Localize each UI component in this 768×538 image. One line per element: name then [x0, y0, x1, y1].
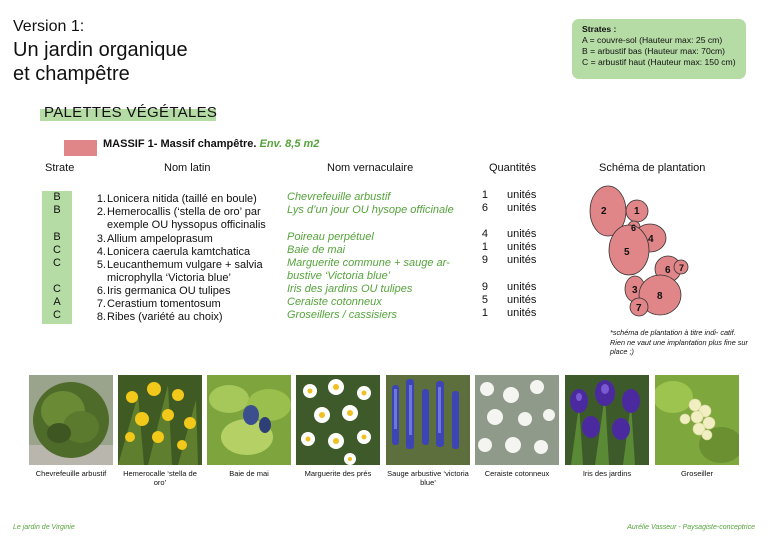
- footer-left: Le jardin de Virginie: [13, 524, 75, 531]
- photo-chevrefeuille: [29, 375, 113, 465]
- strates-legend: [572, 19, 746, 79]
- strate-letter: C: [53, 257, 61, 269]
- photo-caption: Hemerocalle ‘stella de oro’: [123, 469, 197, 487]
- schema-label: 6: [665, 265, 671, 276]
- strate-letter: B: [53, 204, 61, 216]
- latin-name: exemple OU hyssopus officinalis: [107, 219, 266, 231]
- schema-label: 3: [632, 285, 638, 296]
- vernacular-name: Chevrefeuille arbustif: [287, 191, 391, 203]
- schema-label: 8: [657, 291, 663, 302]
- list-number: 4.: [96, 246, 106, 258]
- quantity-value: 1: [481, 307, 488, 319]
- quantity-unit: unités: [507, 228, 537, 240]
- photo-caption: Chevrefeuille arbustif: [35, 469, 107, 478]
- schema-label: 1: [634, 206, 640, 217]
- column-header-latin: Nom latin: [164, 162, 211, 174]
- schema-label: 4: [648, 234, 654, 245]
- column-header-vernacular: Nom vernaculaire: [327, 162, 414, 174]
- latin-name: Lonicera caerula kamtchatica: [107, 246, 251, 258]
- latin-name: Hemerocallis (‘stella de oro’ par: [107, 206, 261, 218]
- vernacular-name: bustive ‘Victoria blue’: [287, 270, 391, 282]
- photo-baie-de-mai: [207, 375, 291, 465]
- strates-legend-line: A = couvre-sol (Hauteur max: 25 cm): [582, 35, 723, 45]
- vernacular-name: Poireau perpétuel: [287, 231, 374, 243]
- quantity-value: 4: [481, 228, 488, 240]
- massif-surface: Env. 8,5 m2: [259, 138, 320, 150]
- column-header-strate: Strate: [45, 162, 75, 174]
- strate-letter: C: [53, 283, 61, 295]
- strate-column: [42, 191, 72, 324]
- column-header-quantity: Quantités: [489, 162, 537, 174]
- schema-label: 7: [679, 263, 685, 273]
- photo-iris: [565, 375, 649, 465]
- photo-caption: Groseiller: [680, 469, 714, 478]
- schema-note: *schéma de plantation à titre indi- catif. Rien ne vaut une implantation plus fine sur place ;): [610, 328, 748, 356]
- photo-sauge: [386, 375, 470, 465]
- list-number: 7.: [96, 298, 106, 310]
- page-title: [13, 38, 188, 86]
- strates-legend-line: B = arbustif bas (Hauteur max: 70cm): [582, 46, 726, 56]
- strate-letter: B: [53, 191, 61, 203]
- section-title: PALETTES VÉGÉTALES: [44, 104, 218, 121]
- quantity-value: 6: [481, 202, 488, 214]
- photo-hemerocalle: [118, 375, 202, 465]
- quantity-value: 9: [481, 281, 488, 293]
- latin-name: Ribes (variété au choix): [107, 311, 223, 323]
- page-title-line-1: Un jardin organique: [13, 39, 188, 61]
- strates-legend-line: C = arbustif haut (Hauteur max: 150 cm): [582, 57, 736, 67]
- latin-name: Cerastium tomentosum: [107, 298, 221, 310]
- latin-name: microphylla ‘Victoria blue’: [107, 272, 231, 284]
- latin-name: Leucanthemum vulgare + salvia: [107, 259, 263, 271]
- list-number: 3.: [96, 233, 106, 245]
- list-number: 6.: [96, 285, 106, 297]
- vernacular-name: Groseillers / cassisiers: [287, 309, 398, 321]
- quantity-unit: unités: [507, 294, 537, 306]
- list-number: 2.: [96, 206, 106, 218]
- massif-name: MASSIF 1- Massif champêtre.: [103, 138, 257, 150]
- quantity-value: 1: [481, 189, 488, 201]
- vernacular-name: Baie de mai: [287, 244, 346, 256]
- quantity-unit: unités: [507, 189, 537, 201]
- footer-right: Aurélie Vasseur - Paysagiste-conceptrice: [627, 524, 755, 531]
- latin-name: Lonicera nitida (taillé en boule): [107, 193, 257, 205]
- latin-name: Iris germanica OU tulipes: [107, 285, 231, 297]
- strate-letter: C: [53, 309, 61, 321]
- latin-name: Allium ampeloprasum: [107, 233, 213, 245]
- list-number: 5.: [96, 259, 106, 271]
- photo-caption: Ceraiste cotonneux: [484, 469, 550, 478]
- strate-letter: A: [53, 296, 61, 308]
- planting-schema: [588, 183, 698, 323]
- schema-label: 2: [601, 206, 607, 217]
- quantity-unit: unités: [507, 241, 537, 253]
- schema-label: 5: [624, 247, 630, 258]
- photo-ceraiste: [475, 375, 559, 465]
- schema-label: 6: [631, 223, 637, 233]
- quantity-value: 1: [481, 241, 488, 253]
- quantity-value: 5: [481, 294, 488, 306]
- vernacular-name: Ceraiste cotonneux: [287, 296, 382, 308]
- list-number: 1.: [96, 193, 106, 205]
- page-title-line-2: et champêtre: [13, 63, 130, 85]
- quantity-unit: unités: [507, 307, 537, 319]
- photo-caption: Baie de mai: [229, 469, 269, 478]
- column-header-schema: Schéma de plantation: [599, 162, 706, 174]
- photo-groseiller: [655, 375, 739, 465]
- photo-caption: Marguerite des prés: [304, 469, 372, 478]
- vernacular-name: Marguerite commune + sauge ar-: [287, 257, 450, 269]
- list-number: 8.: [96, 311, 106, 323]
- schema-label: 7: [636, 303, 642, 314]
- photo-marguerite: [296, 375, 380, 465]
- photo-caption: Sauge arbustive ‘victoria blue’: [387, 469, 469, 487]
- strate-letter: B: [53, 231, 61, 243]
- massif-title: [103, 138, 319, 150]
- quantity-unit: unités: [507, 254, 537, 266]
- quantity-value: 9: [481, 254, 488, 266]
- quantity-unit: unités: [507, 202, 537, 214]
- vernacular-name: Iris des jardins OU tulipes: [287, 283, 413, 295]
- vernacular-name: Lys d’un jour OU hysope officinale: [287, 204, 454, 216]
- massif-color-swatch: [64, 140, 97, 156]
- strates-legend-title: Strates :: [582, 24, 617, 34]
- photo-caption: Iris des jardins: [582, 469, 632, 478]
- strate-letter: C: [53, 244, 61, 256]
- quantity-unit: unités: [507, 281, 537, 293]
- version-label: Version 1:: [13, 18, 85, 35]
